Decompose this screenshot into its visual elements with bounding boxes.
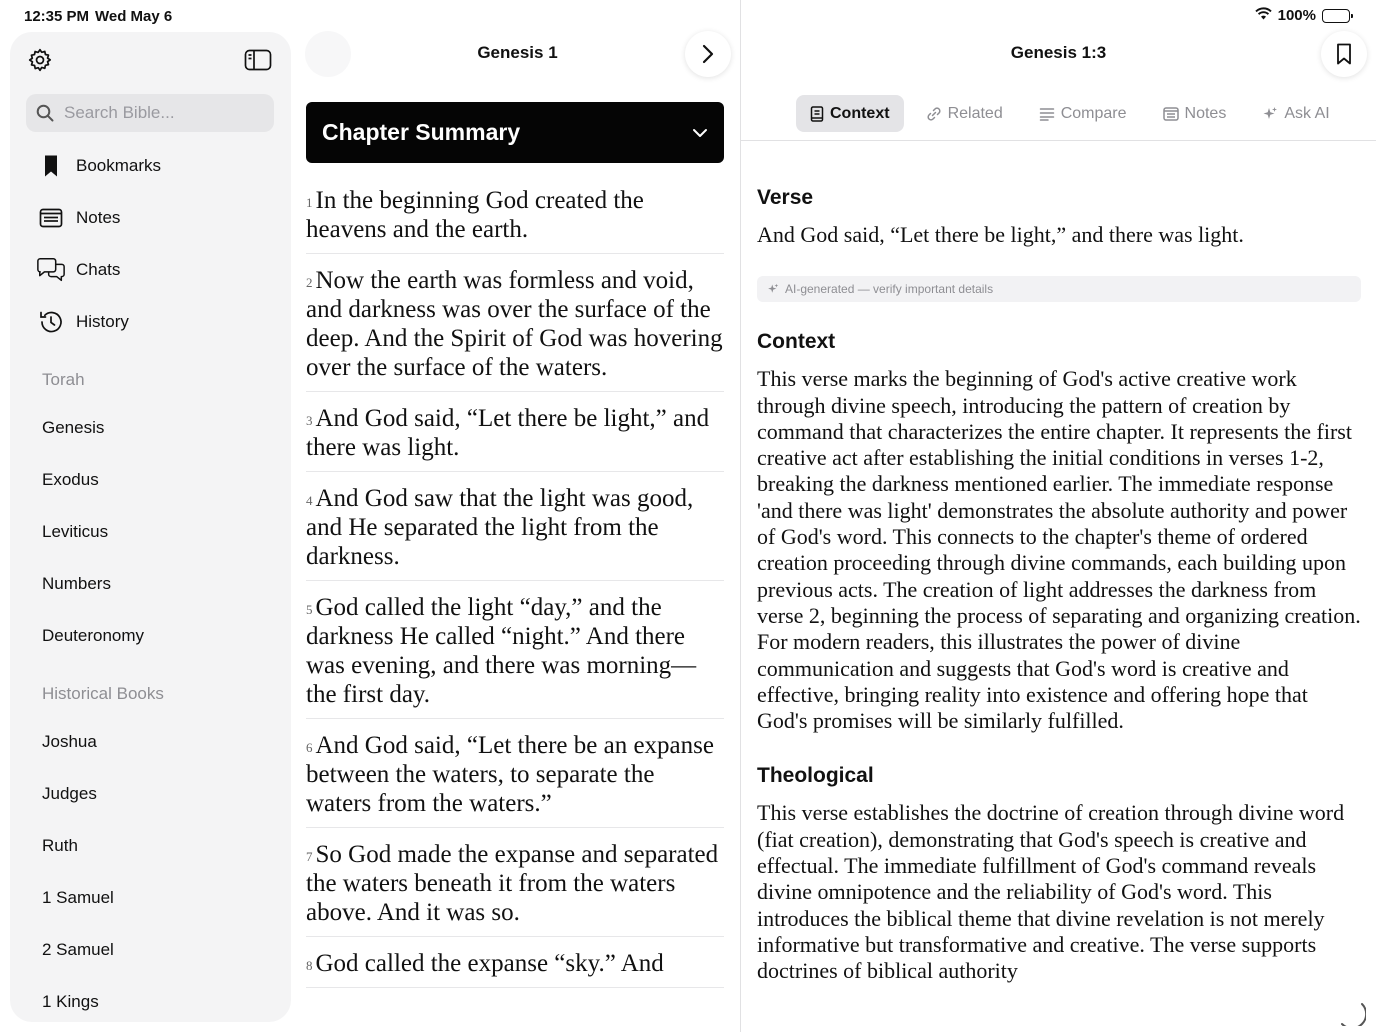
search-input[interactable] — [64, 103, 264, 123]
verse[interactable] — [306, 840, 724, 937]
tab-ask-ai[interactable] — [1248, 95, 1343, 132]
tab-label: Related — [947, 104, 1003, 122]
verse-number: 2 — [306, 275, 313, 290]
book-deuteronomy[interactable]: Deuteronomy — [42, 626, 145, 645]
ai-disclaimer-text: AI-generated — verify important details — [785, 282, 994, 297]
status-date: Wed May 6 — [95, 8, 173, 25]
tab-label: Context — [830, 104, 890, 122]
chapter-summary-toggle[interactable] — [306, 102, 724, 163]
verse[interactable] — [306, 266, 724, 392]
bookmark-icon — [36, 151, 66, 181]
section-header-historical-books: Historical Books — [42, 684, 164, 703]
tabs-divider — [741, 140, 1376, 141]
sidebar-item-label: Chats — [76, 260, 121, 279]
detail-tabs — [796, 95, 1344, 132]
loading-spinner-icon — [1338, 998, 1366, 1026]
verse-number: 5 — [306, 602, 313, 617]
verse[interactable] — [306, 484, 724, 581]
sidebar-icon — [244, 49, 272, 71]
selected-verse-text: And God said, “Let there be light,” and there was light. — [757, 222, 1244, 247]
pane-divider — [740, 0, 741, 1032]
tab-notes[interactable] — [1149, 95, 1241, 132]
sparkle-icon — [767, 283, 779, 295]
status-bar — [0, 0, 1376, 32]
tab-compare[interactable] — [1025, 95, 1141, 132]
book-icon — [810, 106, 824, 122]
verse-text: In the beginning God created the heavens and the earth. — [306, 187, 644, 243]
verse[interactable] — [306, 593, 724, 719]
chapter-summary-label: Chapter Summary — [322, 119, 521, 145]
notes-icon — [36, 203, 66, 233]
section-header-torah: Torah — [42, 370, 85, 389]
sidebar-item-notes[interactable] — [36, 198, 276, 238]
verse-text: So God made the expanse and separated the waters beneath it from the waters above. And it was so. — [306, 841, 719, 926]
sidebar-item-history[interactable] — [36, 302, 276, 342]
sidebar-item-chats[interactable] — [36, 250, 276, 290]
bookmark-outline-icon — [1336, 43, 1352, 65]
verse-text: Now the earth was formless and void, and darkness was over the surface of the deep. And the Spirit of God was hovering over the surface of the waters. — [306, 267, 723, 381]
sidebar-item-label: History — [76, 312, 129, 331]
book-leviticus[interactable]: Leviticus — [42, 522, 109, 541]
battery-icon — [1322, 9, 1350, 23]
chat-icon — [36, 255, 66, 285]
tab-label: Notes — [1184, 104, 1227, 122]
verse[interactable] — [306, 186, 724, 254]
tab-label: Compare — [1060, 104, 1127, 122]
book-judges[interactable]: Judges — [42, 784, 97, 803]
verse-list — [306, 186, 724, 1012]
verse-number: 6 — [306, 740, 313, 755]
book-joshua[interactable]: Joshua — [42, 732, 97, 751]
chevron-right-icon — [702, 44, 714, 64]
status-time: 12:35 PM — [24, 8, 90, 25]
book-numbers[interactable]: Numbers — [42, 574, 111, 593]
sidebar-item-bookmarks[interactable] — [36, 146, 276, 186]
verse-number: 4 — [306, 493, 313, 508]
detail-content — [757, 186, 1361, 1032]
verse-number: 3 — [306, 413, 313, 428]
next-chapter-button[interactable] — [685, 31, 731, 77]
verse-number: 1 — [306, 195, 313, 210]
search-icon — [36, 104, 54, 122]
book-2-samuel[interactable]: 2 Samuel — [42, 940, 114, 959]
book-genesis[interactable]: Genesis — [42, 418, 105, 437]
verse-text: And God saw that the light was good, and He separated the light from the darkness. — [306, 485, 694, 570]
notes-icon — [1163, 107, 1179, 121]
context-heading: Context — [757, 330, 836, 354]
sidebar-item-label: Bookmarks — [76, 156, 162, 175]
theological-heading: Theological — [757, 764, 874, 788]
gear-icon — [27, 47, 53, 73]
verse[interactable] — [306, 731, 724, 828]
reader-title: Genesis 1 — [477, 43, 558, 62]
verse-number: 7 — [306, 849, 313, 864]
bookmark-verse-button[interactable] — [1321, 31, 1367, 77]
tab-context[interactable] — [796, 95, 904, 132]
history-icon — [36, 307, 66, 337]
status-indicators — [1255, 7, 1350, 24]
verse-heading: Verse — [757, 186, 814, 209]
tab-related[interactable] — [912, 95, 1017, 132]
toggle-sidebar-button[interactable] — [240, 42, 276, 78]
book-1-samuel[interactable]: 1 Samuel — [42, 888, 114, 907]
verse-text: God called the expanse “sky.” And — [315, 950, 664, 977]
sparkle-icon — [1262, 106, 1278, 122]
sidebar-item-label: Notes — [76, 208, 121, 227]
verse-text: And God said, “Let there be light,” and there was light. — [306, 405, 710, 461]
chevron-down-icon — [692, 128, 708, 138]
ai-disclaimer — [757, 276, 1361, 302]
tab-label: Ask AI — [1284, 104, 1330, 122]
verse-text: And God said, “Let there be an expanse between the waters, to separate the waters from the waters.” — [306, 732, 714, 817]
verse[interactable] — [306, 949, 724, 988]
verse-text: God called the light “day,” and the darkness He called “night.” And there was evening, and there was morning—the first day. — [306, 594, 697, 708]
settings-button[interactable] — [22, 42, 58, 78]
link-icon — [926, 106, 942, 122]
sidebar — [10, 32, 291, 1022]
lines-icon — [1039, 107, 1055, 121]
search-bar[interactable] — [26, 94, 274, 132]
verse[interactable] — [306, 404, 724, 472]
book-exodus[interactable]: Exodus — [42, 470, 99, 489]
detail-title: Genesis 1:3 — [1010, 43, 1107, 62]
book-ruth[interactable]: Ruth — [42, 836, 78, 855]
battery-percent: 100% — [1277, 7, 1316, 24]
theological-text: This verse establishes the doctrine of creation through divine word (fiat creation), demonstrating that God's speech is creative and effectual. The immediate fulfillment of God's command reveals divine omnipotence and the reliability of God's word. This introduces the biblical theme that divine revelation is not merely informative but transformative and creative. The verse supports doctrines of biblical authority — [757, 800, 1345, 984]
verse-number: 8 — [306, 958, 313, 973]
book-1-kings[interactable]: 1 Kings — [42, 992, 99, 1011]
wifi-icon — [1255, 7, 1272, 24]
context-text: This verse marks the beginning of God's active creative work through divine speech, introducing the pattern of creation by command that characterizes the entire chapter. It represents the first creative act after establishing the initial conditions in verses 1-2, breaking the darkness mentioned earlier. The immediate response 'and there was light' demonstrates the absolute authority and power of God's word. This connects to the chapter's theme of ordered creation proceeding through divine commands, each building upon previous acts. The creation of light addresses the darkness from verse 2, beginning the process of separating and organizing creation. For modern readers, this illustrates the power of divine communication and suggests that God's word is creative and effective, bringing reality into existence and offering hope that God's promises will be similarly fulfilled. — [757, 366, 1361, 734]
